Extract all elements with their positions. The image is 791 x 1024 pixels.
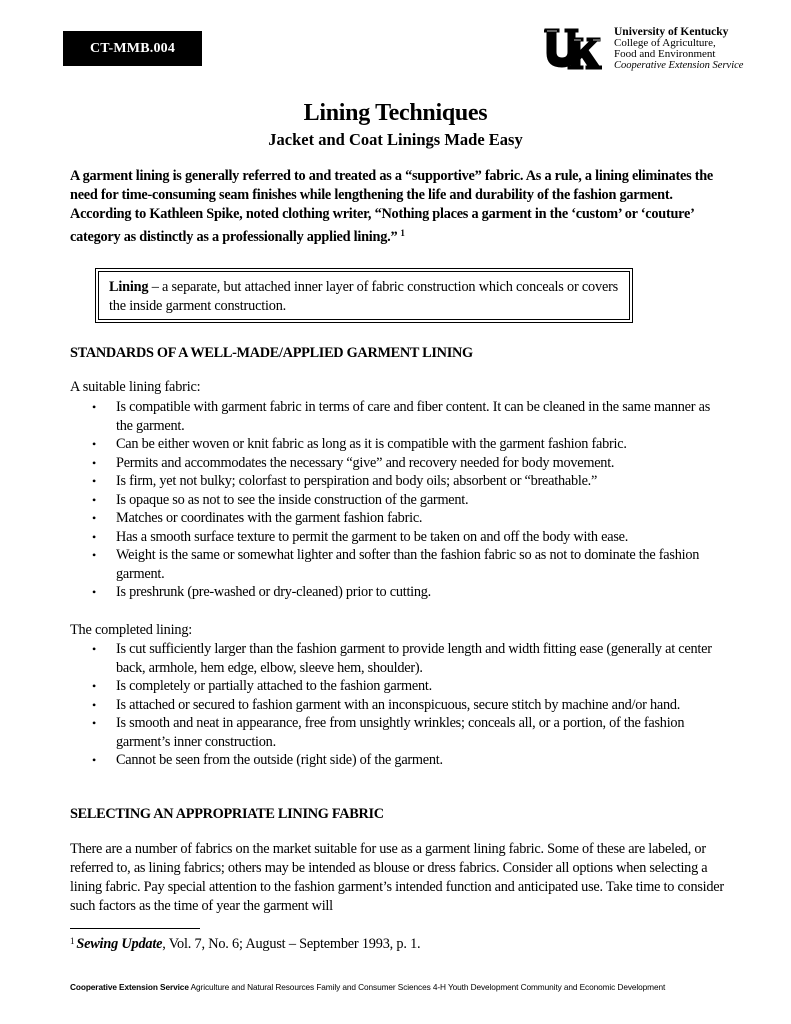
page-title: Lining Techniques (303, 100, 488, 126)
bullet-icon: • (92, 642, 96, 656)
bullet-icon: • (92, 529, 96, 544)
list-item-text: Permits and accommodates the necessary “give” and recovery needed for body movement. (116, 454, 615, 471)
bullet-icon: • (92, 455, 96, 470)
intro-paragraph (70, 167, 730, 247)
list-item-text: Is completely or partially attached to the fashion garment. (116, 678, 432, 694)
definition-box (95, 268, 633, 323)
list-item (70, 583, 730, 602)
list-item-text: Matches or coordinates with the garment fashion fabric. (116, 510, 423, 526)
logo-line-university: University of Kentucky (614, 26, 729, 38)
institution-name (614, 27, 743, 71)
section-heading-standards: STANDARDS OF A WELL-MADE/APPLIED GARMENT LINING (70, 345, 473, 361)
footnote-divider (70, 928, 200, 929)
list-item-text: Is smooth and neat in appearance, free from unsightly wrinkles; conceals all, or a portion, of the fashion garment’s inner construction. (116, 715, 685, 750)
bullet-icon: • (92, 400, 96, 414)
definition-text: – a separate, but attached inner layer of fabric construction which conceals or covers the inside garment construction. (109, 279, 619, 314)
footer-program-areas: Agriculture and Natural Resources Family and Consumer Sciences 4-H Youth Development Community and Economic Development (188, 982, 666, 992)
logo-line-extension: Cooperative Extension Service (614, 60, 744, 71)
list-item (70, 491, 730, 510)
bullet-icon: • (92, 697, 96, 712)
section-heading-selecting: SELECTING AN APPROPRIATE LINING FABRIC (70, 806, 384, 822)
bullet-icon: • (92, 511, 96, 525)
footnote (70, 936, 420, 953)
document-code: CT-MMB.004 (89, 40, 176, 56)
list-item-text: Can be either woven or knit fabric as long as it is compatible with the garment fashion fabric. (116, 436, 627, 452)
footnote-number: 1 (70, 936, 75, 946)
page-subtitle: Jacket and Coat Linings Made Easy (268, 130, 523, 149)
logo-line-food-env: Food and Environment (614, 48, 716, 60)
bullet-icon: • (92, 437, 96, 451)
bullet-icon: • (92, 548, 96, 562)
selecting-paragraph: There are a number of fabrics on the market suitable for use as a garment lining fabric. Some of these are labeled, or referred to, as lining fabrics; others may be intended as blouse or dress fabrics. Consider all options when selecting a lining fabric. Pay special attention to the fashion garment’s intended function and anticipated use. Take time to consider such factors as the time of year the garment will (70, 841, 724, 914)
list-item (70, 640, 730, 677)
list-item (70, 435, 730, 454)
definition-term: Lining (109, 279, 149, 295)
list-item (70, 509, 730, 528)
list-item (70, 454, 730, 473)
uk-logo (544, 26, 754, 78)
bullet-icon: • (92, 585, 96, 599)
logo-line-college: College of Agriculture, (614, 37, 716, 49)
list-item-text: Is preshrunk (pre-washed or dry-cleaned) prior to cutting. (116, 584, 432, 600)
list-item-text: Is cut sufficiently larger than the fashion garment to provide length and width fitting ease (generally at center back, armhole, hem edge, elbow, sleeve hem, shoulder). (116, 641, 712, 676)
list-item-text: Cannot be seen from the outside (right side) of the garment. (116, 752, 443, 768)
fabric-requirements-list (70, 398, 730, 602)
footer-extension-service: Cooperative Extension Service (70, 982, 189, 992)
bullet-icon: • (92, 679, 96, 693)
footnote-source: Sewing Update (76, 936, 163, 952)
bullet-icon: • (92, 492, 96, 507)
list-item-text: Is opaque so as not to see the inside construction of the garment. (116, 491, 469, 508)
list-item (70, 472, 730, 491)
footnote-details: , Vol. 7, No. 6; August – September 1993, p. 1. (162, 936, 421, 952)
completed-lining-list (70, 640, 730, 770)
list-item-text: Is firm, yet not bulky; colorfast to perspiration and body oils; absorbent or “breathable.” (116, 473, 598, 489)
list-item (70, 528, 730, 547)
list-item (70, 677, 730, 696)
document-code-badge (63, 31, 202, 66)
list-item (70, 398, 730, 435)
list-item (70, 696, 730, 715)
intro-text: A garment lining is generally referred to and treated as a “supportive” fabric. As a rule, a lining eliminates the need for time-consuming seam finishes while lengthening the life and durability of the fashion garment. According to Kathleen Spike, noted clothing writer, “Nothing places a garment in the ‘custom’ or ‘couture’ category as distinctly as a professionally applied lining.” (70, 168, 714, 245)
list-item-text: Has a smooth surface texture to permit the garment to be taken on and off the body with ease. (116, 528, 629, 545)
list-item (70, 546, 730, 583)
list-item-text: Weight is the same or somewhat lighter and softer than the fashion fabric so as not to dominate the fashion garment. (116, 547, 700, 582)
list-item-text: Is compatible with garment fabric in terms of care and fiber content. It can be cleaned in the same manner as the garment. (116, 399, 711, 434)
bullet-icon: • (92, 716, 96, 730)
uk-mark-icon (544, 26, 602, 72)
fabric-list-lead: A suitable lining fabric: (70, 379, 201, 395)
list-item (70, 714, 730, 751)
list-item-text: Is attached or secured to fashion garment with an inconspicuous, secure stitch by machine and/or hand. (116, 696, 681, 713)
completed-list-lead: The completed lining: (70, 622, 193, 638)
bullet-icon: • (92, 474, 96, 488)
page-footer (70, 982, 730, 992)
list-item (70, 751, 730, 770)
bullet-icon: • (92, 753, 96, 767)
footnote-ref[interactable]: 1 (400, 228, 405, 238)
